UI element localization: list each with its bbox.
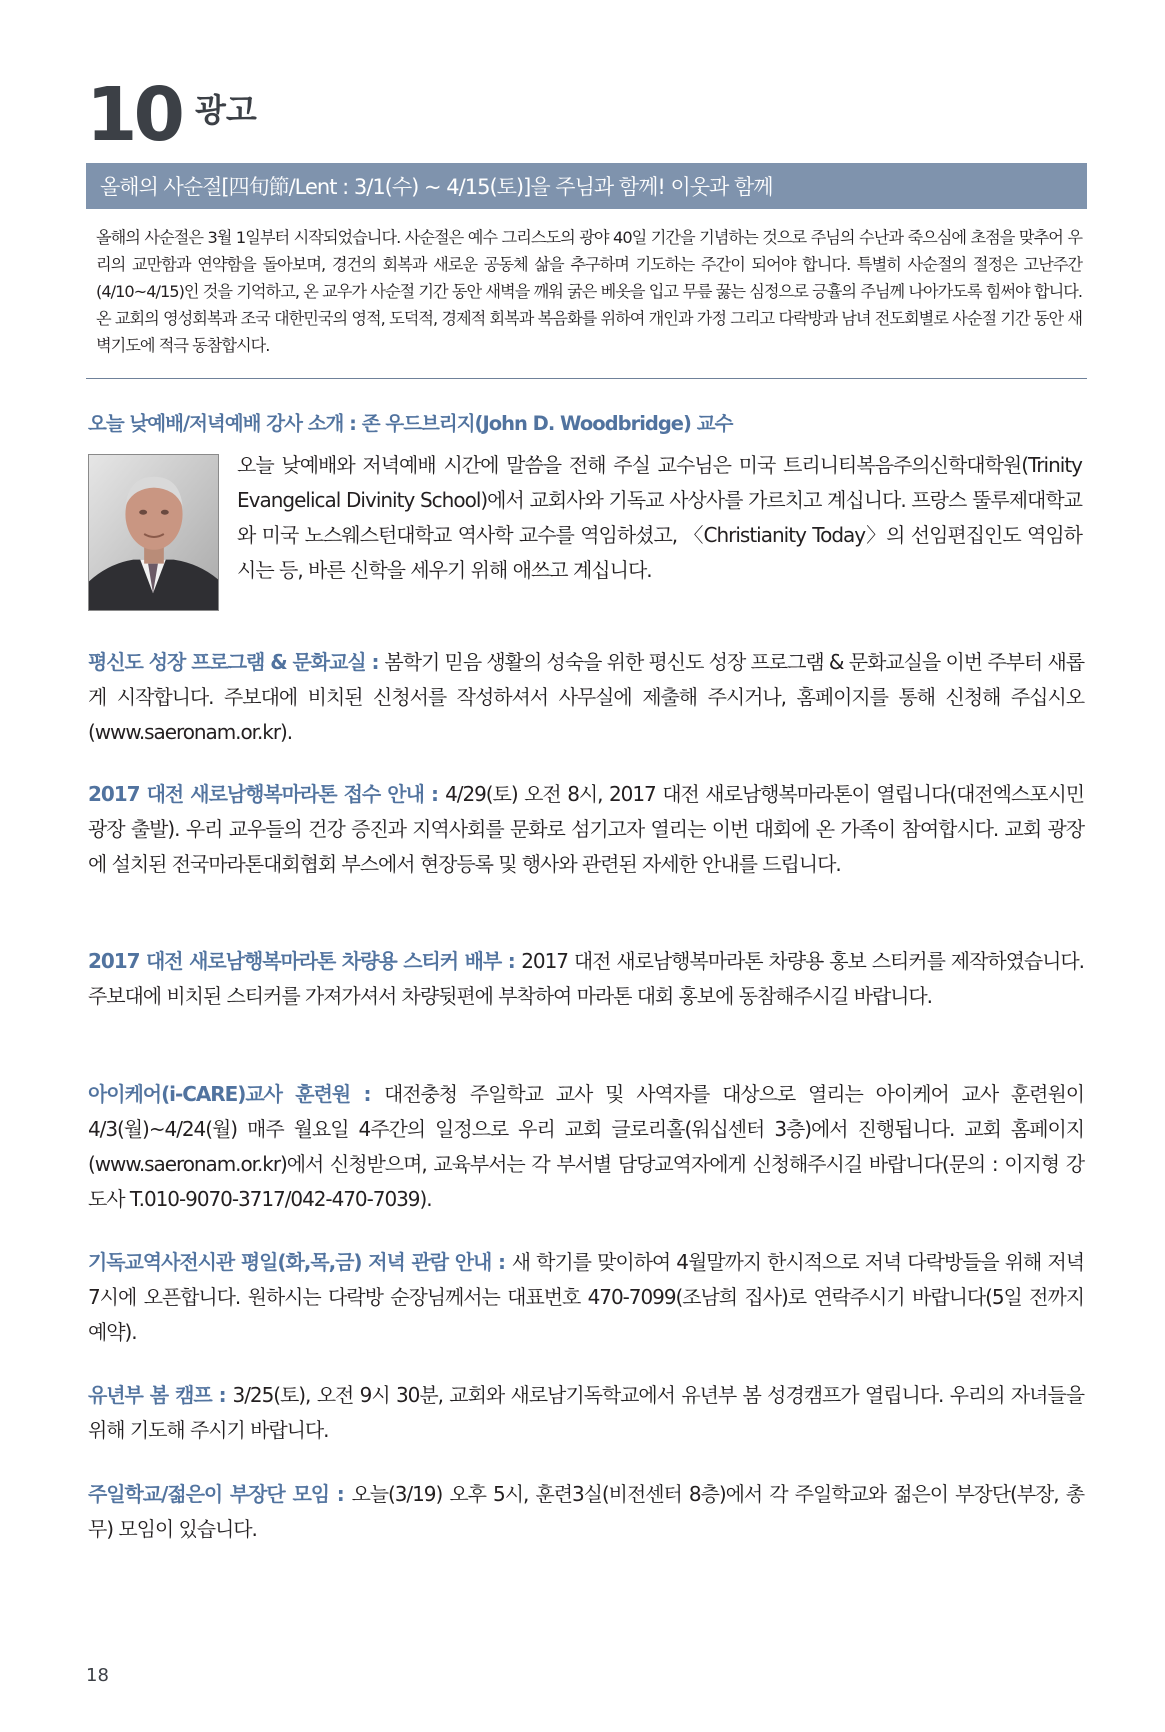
notice-marathon-sticker — [88, 944, 1084, 1014]
notice-title: 평신도 성장 프로그램 & 문화교실 : — [88, 650, 385, 674]
speaker-photo — [88, 454, 219, 611]
section-heading — [86, 72, 257, 158]
notice-history-museum — [88, 1245, 1084, 1350]
notice-title: 주일학교/젊은이 부장단 모임 : — [88, 1482, 352, 1506]
notice-leaders-meeting — [88, 1477, 1084, 1547]
notice-title: 유년부 봄 캠프 : — [88, 1383, 233, 1407]
notice-body: 2017 대전 새로남행복마라톤 차량용 홍보 스티커를 제작하였습니다. 주보대에 비치된 스티커를 가져가셔서 차량뒷편에 부착하여 마라톤 대회 홍보에 동참해주시길 바랍니다. — [88, 949, 1084, 1008]
speaker-paragraph: 오늘 낮예배와 저녁예배 시간에 말씀을 전해 주실 교수님은 미국 트리니티복음주의신학대학원(Trinity Evangelical Divinity School)에서 교회사와 기독교 사상사를 가르치고 계십니다. 프랑스 뚤루제대학교와 미국 노스웨스턴대학교 역사학 교수를 역임하셨고, 〈Christianity Today〉의 선임편집인도 역임하시는 등, 바른 신학을 세우기 위해 애쓰고 계십니다. — [237, 453, 1082, 582]
notice-body: 4/29(토) 오전 8시, 2017 대전 새로남행복마라톤이 열립니다(대전엑스포시민광장 출발). 우리 교우들의 건강 증진과 지역사회를 문화로 섬기고자 열리는 이번 대회에 온 가족이 참여합시다. 교회 광장에 설치된 전국마라톤대회협회 부스에서 현장등록 및 행사와 관련된 자세한 안내를 드립니다. — [88, 782, 1084, 876]
notice-body: 3/25(토), 오전 9시 30분, 교회와 새로남기독학교에서 유년부 봄 성경캠프가 열립니다. 우리의 자녀들을 위해 기도해 주시기 바랍니다. — [88, 1383, 1084, 1442]
notice-body: 대전충청 주일학교 교사 및 사역자를 대상으로 열리는 아이케어 교사 훈련원이 4/3(월)~4/24(월) 매주 월요일 4주간의 일정으로 우리 교회 글로리홀(워십센터 3층)에서 진행됩니다. 교회 홈페이지(www.saeronam.or.kr)에서 신청받으며, 교육부서는 각 부서별 담당교역자에게 신청해주시길 바랍니다(문의 : 이지형 강도사 T.010-9070-3717/042-470-7039). — [88, 1082, 1084, 1211]
notice-title: 아이케어(i-CARE)교사 훈련원 : — [88, 1082, 384, 1106]
notice-body: 새 학기를 맞이하여 4월말까지 한시적으로 저녁 다락방들을 위해 저녁 7시에 오픈합니다. 원하시는 다락방 순장님께서는 대표번호 470-7099(조남희 집사)로 연락주시기 바랍니다(5일 전까지 예약). — [88, 1250, 1084, 1344]
divider — [86, 378, 1087, 379]
notice-title: 2017 대전 새로남행복마라톤 차량용 스티커 배부 : — [88, 949, 522, 973]
lent-paragraph: 올해의 사순절은 3월 1일부터 시작되었습니다. 사순절은 예수 그리스도의 광야 40일 기간을 기념하는 것으로 주님의 수난과 죽으심에 초점을 맞추어 우리의 교만함과 연약함을 돌아보며, 경건의 회복과 새로운 공동체 삶을 추구하며 기도하는 주간이 되어야 합니다. 특별히 사순절의 절정은 고난주간(4/10~4/15)인 것을 기억하고, 온 교우가 사순절 기간 동안 새벽을 깨워 굵은 베옷을 입고 무릎 꿇는 심정으로 긍휼의 주님께 나아가도록 힘써야 합니다. 온 교회의 영성회복과 조국 대한민국의 영적, 도덕적, 경제적 회복과 복음화를 위하여 개인과 가정 그리고 다락방과 남녀 전도회별로 사순절 기간 동안 새벽기도에 적극 동참합시다. — [96, 228, 1082, 355]
speaker-heading: 오늘 낮예배/저녁예배 강사 소개 : 존 우드브리지(John D. Woodbridge) 교수 — [88, 412, 733, 435]
notice-spring-camp — [88, 1378, 1084, 1448]
section-title: 광고 — [194, 91, 257, 129]
notice-title: 2017 대전 새로남행복마라톤 접수 안내 : — [88, 782, 446, 806]
notice-body: 오늘(3/19) 오후 5시, 훈련3실(비전센터 8층)에서 각 주일학교와 젊은이 부장단(부장, 총무) 모임이 있습니다. — [88, 1482, 1084, 1541]
notice-title: 기독교역사전시관 평일(화,목,금) 저녁 관람 안내 : — [88, 1250, 512, 1274]
notice-marathon-registration — [88, 777, 1084, 882]
notice-laity-program — [88, 645, 1084, 750]
page-number: 18 — [86, 1665, 109, 1686]
lent-banner: 올해의 사순절[四旬節/Lent : 3/1(수) ~ 4/15(토)]을 주님과 함께! 이웃과 함께 — [86, 163, 1087, 209]
notice-icare-training — [88, 1077, 1084, 1217]
section-number: 10 — [86, 72, 181, 158]
notice-body: 봄학기 믿음 생활의 성숙을 위한 평신도 성장 프로그램 & 문화교실을 이번 주부터 새롭게 시작합니다. 주보대에 비치된 신청서를 작성하셔서 사무실에 제출해 주시거나, 홈페이지를 통해 신청해 주십시오(www.saeronam.or.kr). — [88, 650, 1085, 744]
